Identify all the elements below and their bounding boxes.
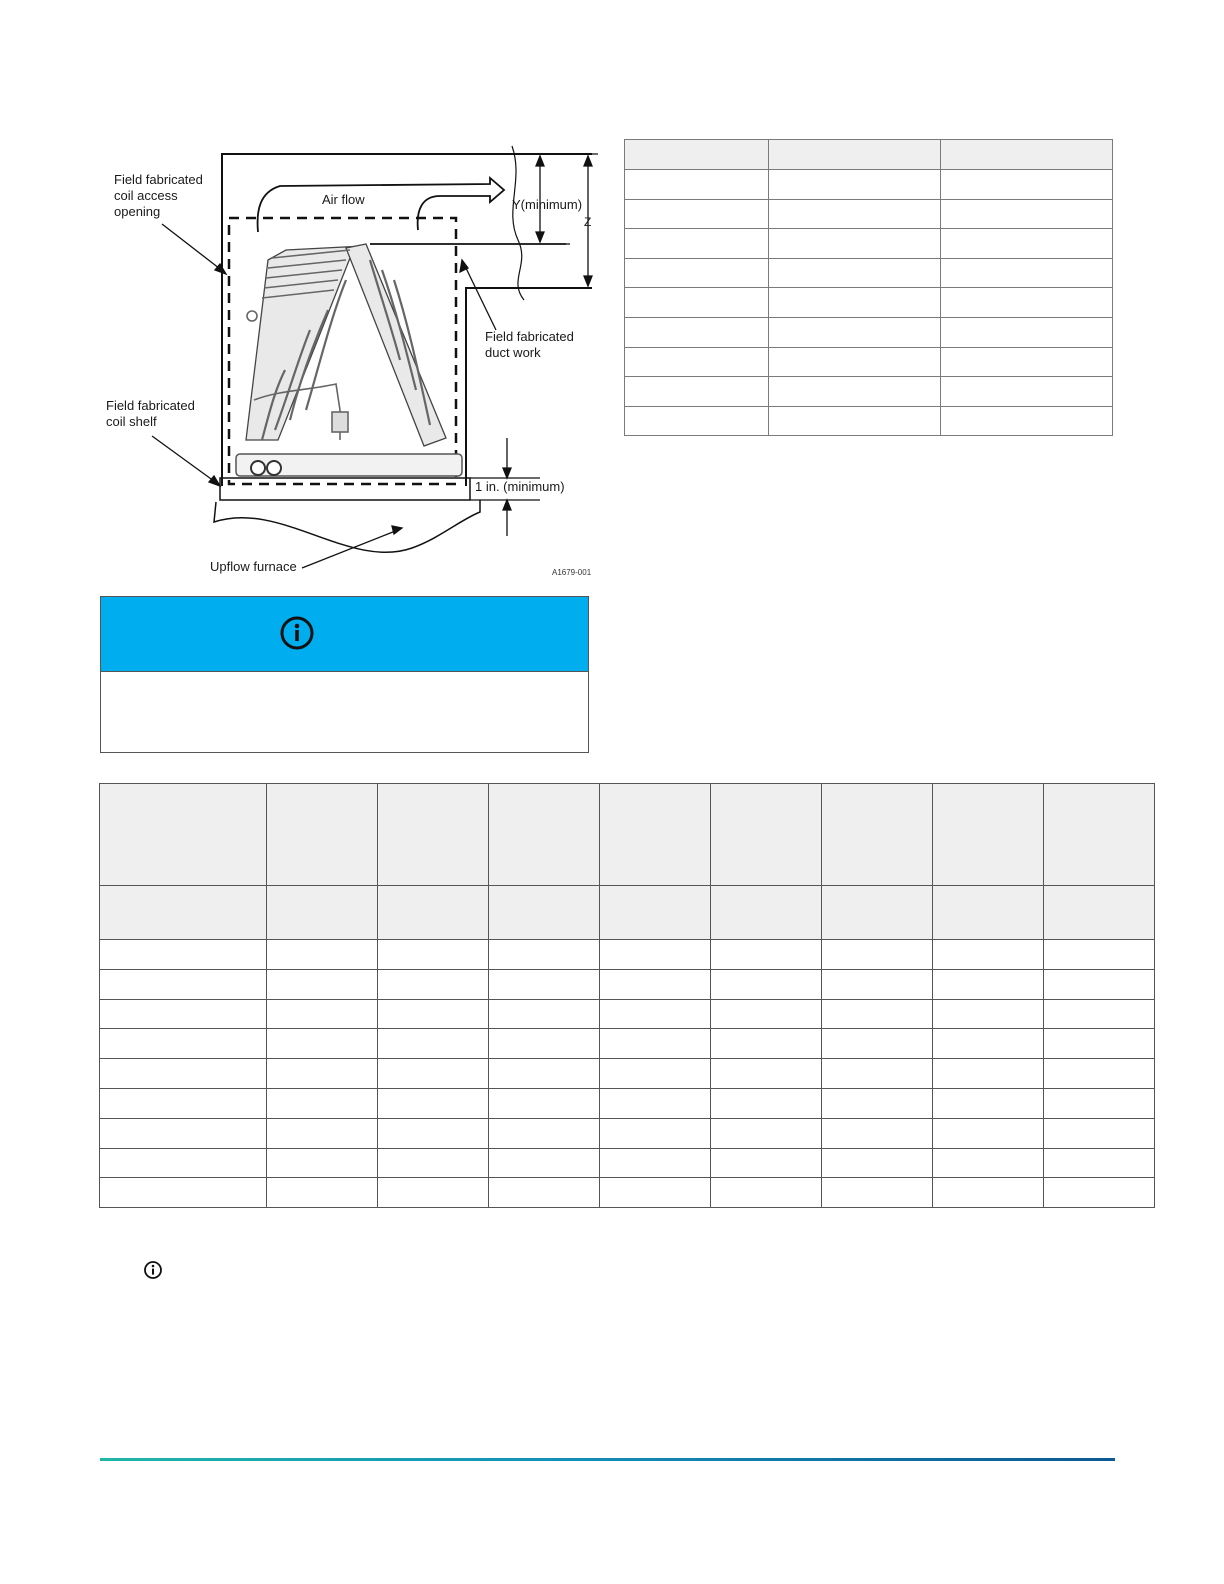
table-row: [100, 1029, 1155, 1059]
table-row: [625, 406, 1113, 436]
table-cell: [711, 999, 822, 1029]
table-header-cell: [600, 784, 711, 886]
table-cell: [267, 969, 378, 999]
table-cell: [822, 1088, 933, 1118]
table-row: [100, 1118, 1155, 1148]
info-icon: [143, 1260, 163, 1280]
table-cell: [378, 999, 489, 1029]
table-row: [625, 229, 1113, 259]
table-cell: [600, 940, 711, 970]
table-cell: [1044, 940, 1155, 970]
table-header-cell: [822, 784, 933, 886]
table-cell: [711, 1118, 822, 1148]
table-row: [100, 1059, 1155, 1089]
table-cell: [600, 1148, 711, 1178]
table-row: [100, 999, 1155, 1029]
table-cell: [100, 1088, 267, 1118]
table-cell: [100, 940, 267, 970]
table-row: [625, 317, 1113, 347]
table-cell: [822, 1178, 933, 1208]
table-cell: [940, 199, 1112, 229]
table-header-cell: [822, 886, 933, 940]
table-cell: [600, 999, 711, 1029]
table-cell: [100, 1148, 267, 1178]
info-icon: [279, 615, 315, 651]
table-cell: [822, 999, 933, 1029]
table-row: [625, 347, 1113, 377]
table-cell: [267, 1088, 378, 1118]
table-cell: [933, 1178, 1044, 1208]
table-cell: [267, 1178, 378, 1208]
table-cell: [267, 999, 378, 1029]
table-cell: [933, 999, 1044, 1029]
table-cell: [378, 1088, 489, 1118]
table-row: [100, 1088, 1155, 1118]
table-cell: [625, 347, 769, 377]
dimensions-table: [624, 139, 1113, 436]
table-cell: [489, 1118, 600, 1148]
table-cell: [100, 1118, 267, 1148]
table-row: [625, 170, 1113, 200]
table-header-cell: [1044, 886, 1155, 940]
table-cell: [933, 969, 1044, 999]
table-row: [100, 940, 1155, 970]
table-header-cell: [267, 784, 378, 886]
duct-work-label: Field fabricated duct work: [485, 329, 574, 360]
table-header-cell: [769, 140, 940, 170]
table-cell: [769, 199, 940, 229]
table-cell: [769, 347, 940, 377]
table-cell: [769, 258, 940, 288]
upflow-furnace-label: Upflow furnace: [210, 559, 297, 574]
table-cell: [267, 1148, 378, 1178]
table-cell: [940, 229, 1112, 259]
table-cell: [1044, 1148, 1155, 1178]
table-cell: [1044, 1118, 1155, 1148]
table-cell: [100, 969, 267, 999]
specification-table: [99, 783, 1155, 1208]
table-cell: [378, 1178, 489, 1208]
table-cell: [1044, 1059, 1155, 1089]
one-inch-minimum-label: 1 in. (minimum): [475, 479, 565, 494]
table-cell: [489, 1088, 600, 1118]
table-cell: [711, 1178, 822, 1208]
table-cell: [822, 1029, 933, 1059]
table-cell: [1044, 969, 1155, 999]
table-cell: [489, 940, 600, 970]
table-cell: [769, 229, 940, 259]
table-cell: [489, 1029, 600, 1059]
table-header-cell: [267, 886, 378, 940]
table-header-row: [625, 140, 1113, 170]
table-cell: [940, 288, 1112, 318]
notice-header: [101, 597, 588, 672]
table-cell: [600, 1118, 711, 1148]
table-cell: [940, 347, 1112, 377]
table-cell: [600, 1088, 711, 1118]
table-cell: [378, 1118, 489, 1148]
table-cell: [625, 377, 769, 407]
table-cell: [378, 1148, 489, 1178]
notice-box: [100, 596, 589, 753]
table-subheader-row: [100, 886, 1155, 940]
table-cell: [625, 406, 769, 436]
figure-code: A1679-001: [552, 568, 592, 577]
table-cell: [378, 940, 489, 970]
table-cell: [267, 1118, 378, 1148]
table-cell: [940, 317, 1112, 347]
table-header-cell: [711, 886, 822, 940]
table-cell: [933, 940, 1044, 970]
table-cell: [489, 1148, 600, 1178]
z-dimension-label: Z: [584, 215, 592, 229]
table-cell: [489, 1059, 600, 1089]
table-cell: [769, 377, 940, 407]
table-cell: [267, 940, 378, 970]
table-cell: [822, 940, 933, 970]
table-cell: [769, 406, 940, 436]
table-header-cell: [600, 886, 711, 940]
table-cell: [933, 1059, 1044, 1089]
table-cell: [769, 317, 940, 347]
table-header-cell: [100, 784, 267, 886]
table-cell: [711, 1029, 822, 1059]
table-row: [100, 969, 1155, 999]
table-cell: [489, 969, 600, 999]
table-cell: [822, 1148, 933, 1178]
air-flow-label: Air flow: [322, 192, 365, 207]
table-cell: [625, 288, 769, 318]
table-cell: [489, 1178, 600, 1208]
table-cell: [267, 1029, 378, 1059]
table-header-cell: [100, 886, 267, 940]
table-row: [625, 288, 1113, 318]
table-header-cell: [489, 784, 600, 886]
table-cell: [933, 1088, 1044, 1118]
table-cell: [100, 1059, 267, 1089]
table-cell: [1044, 1088, 1155, 1118]
table-cell: [600, 1059, 711, 1089]
table-row: [625, 199, 1113, 229]
table-cell: [822, 1118, 933, 1148]
table-row: [625, 258, 1113, 288]
coil-access-opening-label: Field fabricated coil access opening: [114, 172, 203, 219]
table-header-row: [100, 784, 1155, 886]
table-cell: [600, 1178, 711, 1208]
table-row: [100, 1148, 1155, 1178]
table-cell: [1044, 1029, 1155, 1059]
table-cell: [625, 229, 769, 259]
table-cell: [1044, 1178, 1155, 1208]
table-header-cell: [378, 886, 489, 940]
table-cell: [711, 1148, 822, 1178]
table-cell: [378, 1029, 489, 1059]
table-row: [625, 377, 1113, 407]
table-cell: [940, 258, 1112, 288]
table-row: [100, 1178, 1155, 1208]
table-header-cell: [625, 140, 769, 170]
table-cell: [933, 1118, 1044, 1148]
table-cell: [100, 1029, 267, 1059]
table-cell: [625, 199, 769, 229]
table-cell: [100, 1178, 267, 1208]
table-cell: [822, 1059, 933, 1089]
table-cell: [600, 969, 711, 999]
table-header-cell: [1044, 784, 1155, 886]
table-header-cell: [933, 886, 1044, 940]
y-minimum-label: Y(minimum): [512, 197, 583, 212]
coil-shelf-label: Field fabricated coil shelf: [106, 398, 195, 429]
table-header-cell: [711, 784, 822, 886]
table-cell: [933, 1148, 1044, 1178]
footer-rule: [100, 1458, 1115, 1461]
table-cell: [625, 317, 769, 347]
table-header-cell: [378, 784, 489, 886]
coil-installation-figure: [100, 140, 600, 585]
table-cell: [769, 170, 940, 200]
table-cell: [100, 999, 267, 1029]
table-cell: [940, 406, 1112, 436]
table-cell: [600, 1029, 711, 1059]
table-cell: [822, 969, 933, 999]
table-cell: [940, 377, 1112, 407]
table-cell: [711, 1059, 822, 1089]
table-header-cell: [489, 886, 600, 940]
table-cell: [769, 288, 940, 318]
table-cell: [711, 940, 822, 970]
table-cell: [489, 999, 600, 1029]
table-cell: [625, 258, 769, 288]
table-header-cell: [933, 784, 1044, 886]
table-cell: [378, 1059, 489, 1089]
table-cell: [711, 969, 822, 999]
table-cell: [711, 1088, 822, 1118]
table-cell: [1044, 999, 1155, 1029]
table-cell: [940, 170, 1112, 200]
table-cell: [378, 969, 489, 999]
table-cell: [933, 1029, 1044, 1059]
table-header-cell: [940, 140, 1112, 170]
table-cell: [267, 1059, 378, 1089]
table-cell: [625, 170, 769, 200]
